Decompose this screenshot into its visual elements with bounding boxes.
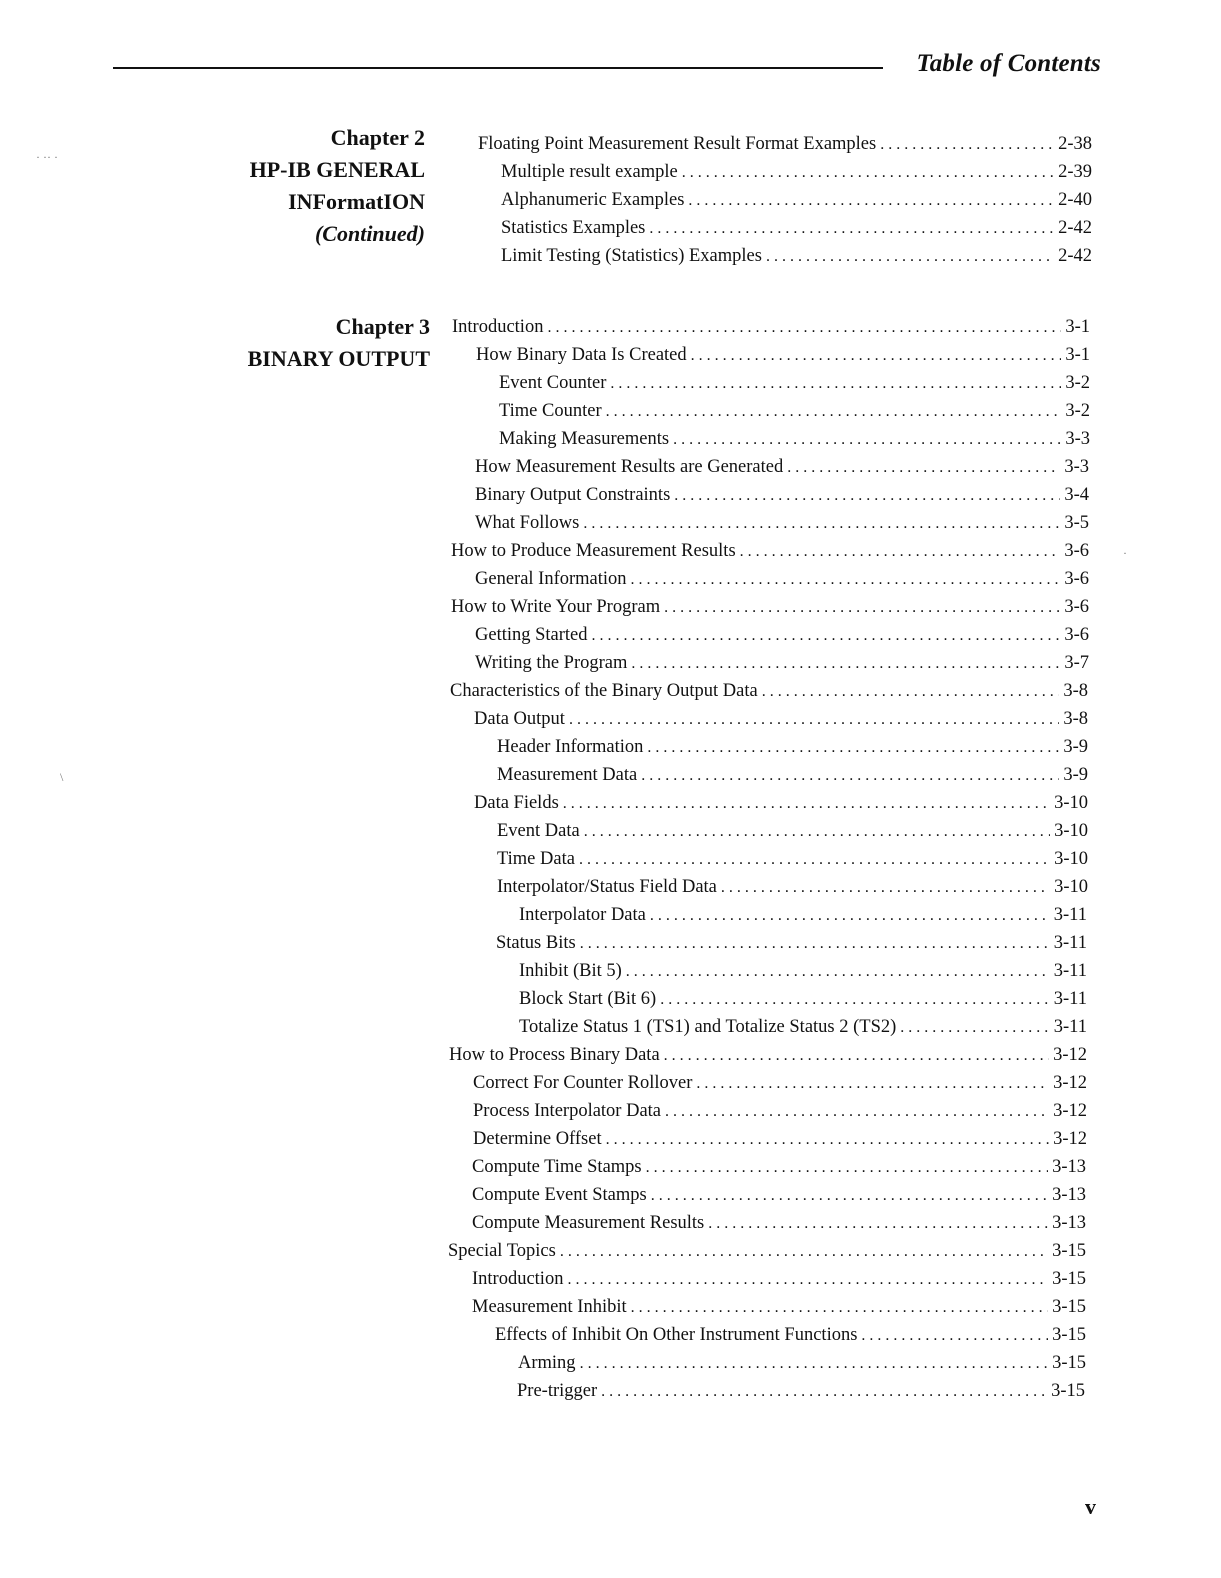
dot-leader — [691, 342, 1062, 370]
toc-entry — [517, 1377, 1085, 1405]
chapter-label: Chapter 3 — [335, 314, 430, 339]
chapter-3-heading — [248, 311, 430, 375]
dot-leader — [766, 243, 1054, 271]
toc-entry-page: 2-38 — [1058, 134, 1092, 154]
dot-leader — [601, 1378, 1047, 1406]
dot-leader — [650, 902, 1050, 930]
toc-entry-title: Floating Point Measurement Result Format Examples — [478, 134, 877, 154]
toc-entry-page: 3-15 — [1051, 1381, 1085, 1401]
toc-entry-title: Pre-trigger — [517, 1381, 598, 1401]
toc-entry-page: 2-42 — [1058, 218, 1092, 238]
toc-entry — [451, 593, 1089, 621]
toc-entry-page: 3-6 — [1064, 569, 1089, 589]
toc-entry-title: Writing the Program — [475, 653, 628, 673]
toc-entry-page: 3-1 — [1065, 345, 1090, 365]
chapter-subtitle: (Continued) — [314, 221, 425, 246]
dot-leader — [580, 930, 1050, 958]
toc-entry — [473, 1097, 1087, 1125]
toc-entry-page: 3-12 — [1053, 1101, 1087, 1121]
toc-entry-title: How Measurement Results are Generated — [475, 457, 784, 477]
dot-leader — [861, 1322, 1048, 1350]
toc-entry-title: How Binary Data Is Created — [476, 345, 687, 365]
toc-entry-title: Getting Started — [475, 625, 588, 645]
dot-leader — [563, 790, 1050, 818]
toc-entry-title: Block Start (Bit 6) — [519, 989, 657, 1009]
toc-entry — [473, 1069, 1087, 1097]
toc-entry-title: How to Produce Measurement Results — [451, 541, 736, 561]
dot-leader — [880, 131, 1054, 159]
toc-entry-title: Event Data — [497, 821, 580, 841]
toc-entry-title: Interpolator Data — [519, 905, 646, 925]
toc-entry — [519, 957, 1087, 985]
toc-entry — [475, 565, 1089, 593]
toc-entry-title: Process Interpolator Data — [473, 1101, 662, 1121]
dot-leader — [740, 538, 1061, 566]
dot-leader — [646, 1154, 1048, 1182]
dot-leader — [787, 454, 1060, 482]
toc-entry-title: Alphanumeric Examples — [501, 190, 685, 210]
toc-entry-title: Correct For Counter Rollover — [473, 1073, 693, 1093]
toc-entry-page: 3-6 — [1064, 541, 1089, 561]
toc-entry-page: 3-12 — [1053, 1045, 1087, 1065]
toc-entry-title: Status Bits — [496, 933, 576, 953]
toc-entry-title: Making Measurements — [499, 429, 670, 449]
toc-entry-page: 3-15 — [1052, 1241, 1086, 1261]
toc-entry — [497, 733, 1088, 761]
toc-entry — [474, 705, 1088, 733]
dot-leader — [631, 650, 1060, 678]
dot-leader — [721, 874, 1050, 902]
toc-entry-page: 3-9 — [1063, 737, 1088, 757]
dot-leader — [606, 398, 1062, 426]
toc-entry — [499, 397, 1090, 425]
toc-entry — [501, 242, 1092, 270]
toc-entry-title: Measurement Inhibit — [472, 1297, 627, 1317]
toc-entry-title: How to Write Your Program — [451, 597, 661, 617]
toc-entry-page: 3-13 — [1052, 1213, 1086, 1233]
dot-leader — [631, 1294, 1048, 1322]
dot-leader — [682, 159, 1054, 187]
dot-leader — [547, 314, 1061, 342]
toc-entry-title: Introduction — [472, 1269, 564, 1289]
dot-leader — [584, 818, 1050, 846]
dot-leader — [674, 482, 1060, 510]
dot-leader — [647, 734, 1059, 762]
toc-entry-title: Characteristics of the Binary Output Data — [450, 681, 758, 701]
toc-entry-title: Limit Testing (Statistics) Examples — [501, 246, 762, 266]
chapter-title-line: INFormatION — [288, 189, 425, 214]
toc-entry — [496, 929, 1087, 957]
toc-entry-title: Measurement Data — [497, 765, 638, 785]
toc-entry-page: 3-11 — [1053, 989, 1087, 1009]
toc-entry-page: 3-11 — [1053, 933, 1087, 953]
toc-entry-page: 3-2 — [1065, 401, 1090, 421]
toc-entry — [475, 509, 1089, 537]
toc-entry-title: Compute Measurement Results — [472, 1213, 705, 1233]
dot-leader — [664, 594, 1060, 622]
toc-entry-page: 3-10 — [1054, 849, 1088, 869]
toc-entry-title: Arming — [518, 1353, 576, 1373]
toc-entry-page: 3-15 — [1052, 1325, 1086, 1345]
toc-entry-title: Event Counter — [499, 373, 607, 393]
toc-entry-title: Special Topics — [448, 1241, 556, 1261]
toc-entry-page: 3-6 — [1064, 625, 1089, 645]
toc-entry — [518, 1349, 1086, 1377]
toc-entry-page: 3-9 — [1063, 765, 1088, 785]
toc-entry — [497, 761, 1088, 789]
toc-entry — [519, 901, 1087, 929]
toc-entry-page: 3-13 — [1052, 1157, 1086, 1177]
dot-leader — [583, 510, 1060, 538]
dot-leader — [649, 215, 1054, 243]
toc-entry — [472, 1293, 1086, 1321]
toc-entry-page: 3-15 — [1052, 1297, 1086, 1317]
toc-entry-title: Time Data — [497, 849, 575, 869]
toc-entry-title: Totalize Status 1 (TS1) and Totalize Status 2 (TS2) — [519, 1017, 897, 1037]
scan-speck: \ — [60, 770, 64, 784]
page-number: v — [1085, 1494, 1096, 1519]
toc-entry — [473, 1125, 1087, 1153]
dot-leader — [673, 426, 1061, 454]
toc-entry — [475, 481, 1089, 509]
toc-entry-title: Effects of Inhibit On Other Instrument Functions — [495, 1325, 858, 1345]
chapter-2-heading — [250, 122, 425, 250]
toc-entry-title: What Follows — [475, 513, 580, 533]
dot-leader — [651, 1182, 1048, 1210]
toc-entry-title: Multiple result example — [501, 162, 678, 182]
toc-entry — [472, 1265, 1086, 1293]
toc-entry — [497, 873, 1088, 901]
chapter-label: Chapter 2 — [330, 125, 425, 150]
toc-entry — [499, 369, 1090, 397]
toc-entry-title: Data Fields — [474, 793, 559, 813]
toc-entry-title: Compute Time Stamps — [472, 1157, 642, 1177]
dot-leader — [606, 1126, 1049, 1154]
dot-leader — [560, 1238, 1048, 1266]
toc-entry — [497, 845, 1088, 873]
toc-entry — [476, 341, 1090, 369]
scan-speck: · — [1123, 546, 1127, 560]
dot-leader — [762, 678, 1060, 706]
toc-entry-title: Introduction — [452, 317, 544, 337]
dot-leader — [610, 370, 1061, 398]
toc-entry-page: 3-2 — [1065, 373, 1090, 393]
toc-entry-page: 2-40 — [1058, 190, 1092, 210]
toc-entry — [449, 1041, 1087, 1069]
toc-entry-page: 3-13 — [1052, 1185, 1086, 1205]
dot-leader — [569, 706, 1059, 734]
toc-entry-page: 3-10 — [1054, 821, 1088, 841]
toc-entry — [448, 1237, 1086, 1265]
toc-entry-title: Data Output — [474, 709, 565, 729]
toc-entry-page: 3-12 — [1053, 1129, 1087, 1149]
page-title: Table of Contents — [916, 50, 1101, 77]
toc-entry — [495, 1321, 1086, 1349]
dot-leader — [708, 1210, 1048, 1238]
toc-entry-page: 3-4 — [1064, 485, 1089, 505]
toc-entry-page: 3-11 — [1053, 961, 1087, 981]
toc-entry-title: How to Process Binary Data — [449, 1045, 660, 1065]
toc-entry-title: Determine Offset — [473, 1129, 602, 1149]
toc-entry-title: Binary Output Constraints — [475, 485, 671, 505]
scan-speck: · ·· · — [36, 150, 58, 164]
toc-entry-page: 3-10 — [1054, 793, 1088, 813]
toc-entry-page: 3-11 — [1053, 1017, 1087, 1037]
dot-leader — [579, 846, 1050, 874]
toc-entry — [501, 186, 1092, 214]
toc-entry-page: 3-15 — [1052, 1353, 1086, 1373]
dot-leader — [664, 1042, 1049, 1070]
dot-leader — [626, 958, 1050, 986]
dot-leader — [696, 1070, 1049, 1098]
toc-entry-title: Statistics Examples — [501, 218, 646, 238]
toc-entry — [451, 537, 1089, 565]
toc-entry-page: 3-1 — [1065, 317, 1090, 337]
toc-entry — [475, 453, 1089, 481]
toc-entry-page: 2-39 — [1058, 162, 1092, 182]
toc-entry-page: 3-3 — [1065, 429, 1090, 449]
toc-entry-page: 3-15 — [1052, 1269, 1086, 1289]
toc-entry-title: Header Information — [497, 737, 644, 757]
toc-entry — [501, 214, 1092, 242]
chapter-title-line: BINARY OUTPUT — [247, 346, 430, 371]
toc-entry — [452, 313, 1090, 341]
toc-entry-page: 3-7 — [1064, 653, 1089, 673]
toc-entry — [499, 425, 1090, 453]
toc-entry — [474, 789, 1088, 817]
toc-entry — [497, 817, 1088, 845]
toc-entry — [475, 649, 1089, 677]
toc-entry — [475, 621, 1089, 649]
dot-leader — [641, 762, 1059, 790]
toc-entry — [519, 985, 1087, 1013]
toc-entry-page: 3-10 — [1054, 877, 1088, 897]
dot-leader — [660, 986, 1050, 1014]
toc-entry-title: Inhibit (Bit 5) — [519, 961, 622, 981]
toc-entry — [450, 677, 1088, 705]
toc-entry-page: 3-6 — [1064, 597, 1089, 617]
toc-entry-page: 3-8 — [1063, 681, 1088, 701]
chapter-title-line: HP-IB GENERAL — [249, 157, 425, 182]
toc-entry-page: 3-5 — [1064, 513, 1089, 533]
dot-leader — [592, 622, 1061, 650]
toc-entry — [478, 130, 1092, 158]
dot-leader — [580, 1350, 1049, 1378]
toc-entry-title: General Information — [475, 569, 627, 589]
toc-entry-title: Time Counter — [499, 401, 602, 421]
toc-entry-page: 2-42 — [1058, 246, 1092, 266]
dot-leader — [900, 1014, 1049, 1042]
toc-entry — [519, 1013, 1087, 1041]
toc-entry — [472, 1153, 1086, 1181]
header-rule — [113, 67, 883, 69]
toc-entry-title: Compute Event Stamps — [472, 1185, 647, 1205]
dot-leader — [631, 566, 1061, 594]
toc-entry — [472, 1181, 1086, 1209]
toc-entry-page: 3-12 — [1053, 1073, 1087, 1093]
toc-entry — [472, 1209, 1086, 1237]
toc-entry-page: 3-11 — [1053, 905, 1087, 925]
dot-leader — [567, 1266, 1048, 1294]
toc-entry-page: 3-8 — [1063, 709, 1088, 729]
dot-leader — [665, 1098, 1049, 1126]
toc-entry-page: 3-3 — [1064, 457, 1089, 477]
toc-entry-title: Interpolator/Status Field Data — [497, 877, 717, 897]
dot-leader — [688, 187, 1054, 215]
toc-entry — [501, 158, 1092, 186]
